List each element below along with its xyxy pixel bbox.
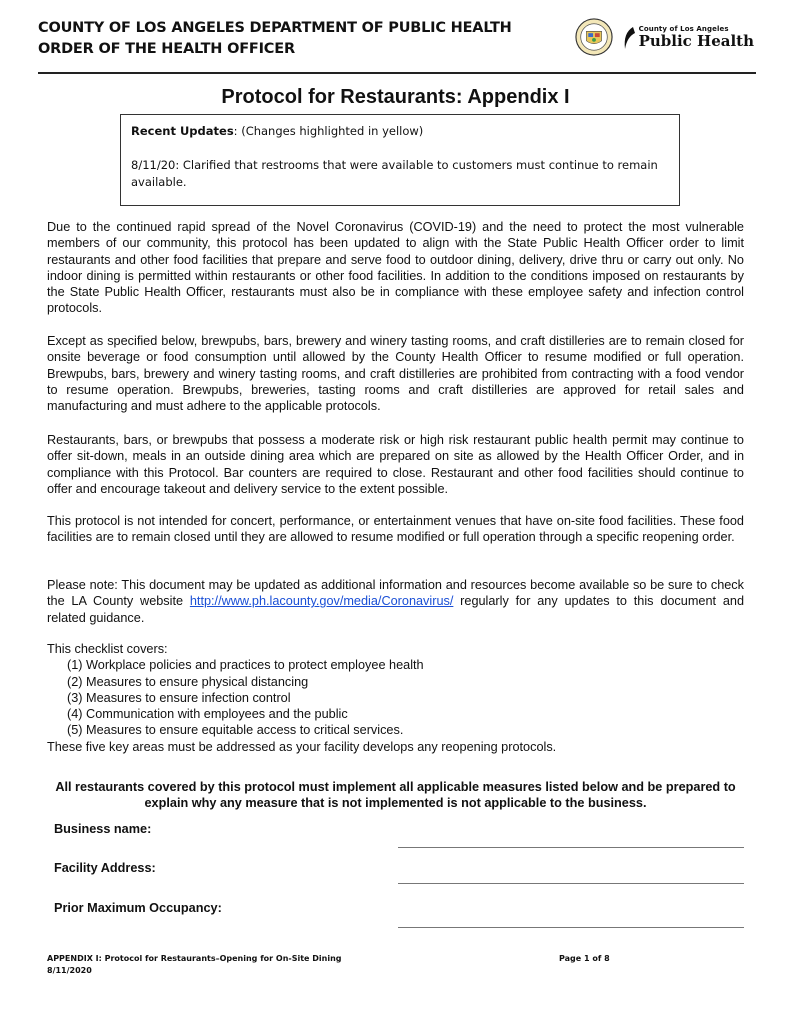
la-county-website-link[interactable]: http://www.ph.lacounty.gov/media/Coronavirus/	[189, 594, 454, 609]
paragraph-covid-intro	[47, 219, 744, 317]
business-name-line[interactable]	[398, 847, 744, 848]
public-health-logo	[621, 25, 754, 49]
header-order: ORDER OF THE HEALTH OFFICER	[38, 41, 295, 57]
list-item: (3) Measures to ensure infection control	[67, 690, 291, 705]
logo-county-text: County of Los Angeles	[638, 25, 729, 33]
list-item: (2) Measures to ensure physical distancing	[67, 674, 309, 689]
paragraph-text: This protocol is not intended for concert, performance, or entertainment venues that have on-site food facilities. These food facilities are to remain closed until they are allowed to resume modified or full operation through a specific reopening order.	[47, 514, 744, 545]
footer-page-number: Page 1 of 8	[559, 954, 610, 963]
document-header	[38, 18, 758, 70]
business-name-field[interactable]	[54, 822, 744, 842]
checklist-closing: These five key areas must be addressed as your facility develops any reopening protocols.	[47, 739, 557, 754]
paragraph-text-after-link: regularly for any updates to this document and related guidance.	[47, 594, 745, 625]
footer-doc-title: APPENDIX I: Protocol for Restaurants–Opening for On-Site Dining	[47, 954, 342, 963]
list-item: (5) Measures to ensure equitable access to critical services.	[67, 723, 404, 738]
facility-address-label: Facility Address:	[54, 861, 156, 875]
header-divider	[38, 72, 756, 74]
paragraph-text	[47, 577, 744, 626]
facility-address-line[interactable]	[398, 883, 744, 884]
footer-left	[47, 953, 342, 977]
paragraph-venues	[47, 513, 744, 546]
paragraph-please-note	[47, 577, 744, 626]
checklist-section	[47, 641, 744, 755]
page-title: Protocol for Restaurants: Appendix I	[221, 86, 570, 108]
prior-occupancy-field[interactable]	[54, 901, 744, 921]
checklist-list	[47, 657, 744, 738]
checklist-intro: This checklist covers:	[47, 642, 168, 656]
updates-entry: 8/11/20: Clarified that restrooms that were available to customers must continue to remain available.	[131, 158, 658, 189]
county-seal-icon	[575, 18, 613, 56]
paragraph-outdoor-dining	[47, 432, 744, 497]
list-item: (4) Communication with employees and the public	[67, 707, 348, 722]
header-logos	[575, 18, 754, 56]
footer-date: 8/11/2020	[47, 966, 92, 975]
facility-address-field[interactable]	[54, 861, 744, 881]
header-department: COUNTY OF LOS ANGELES DEPARTMENT OF PUBLIC HEALTH	[38, 20, 512, 36]
compliance-notice: All restaurants covered by this protocol must implement all applicable measures listed below and be prepared to explain why any measure that is not implemented is not applicable to the business.	[55, 780, 736, 810]
business-name-label: Business name:	[54, 822, 152, 836]
logo-public-health-text: Public Health	[638, 32, 754, 50]
paragraph-text: Except as specified below, brewpubs, bars, brewery and winery tasting rooms, and craft distilleries are to remain closed for onsite beverage or food consumption until allowed by the County Health Officer to resume modified or full operation. Brewpubs, bars, brewery and winery tasting rooms, and craft distilleries are prohibited from contracting with a food vendor to resume operation. Brewpubs, breweries, tasting rooms and craft distilleries are approved for retail sales and manufacturing and must adhere to the applicable protocols.	[47, 334, 744, 414]
prior-occupancy-line[interactable]	[398, 927, 744, 928]
updates-heading	[131, 123, 669, 140]
updates-note: : (Changes highlighted in yellow)	[233, 124, 424, 138]
updates-label: Recent Updates	[131, 124, 234, 138]
prior-occupancy-label: Prior Maximum Occupancy:	[54, 901, 222, 915]
paragraph-text-before-link: Please note: This document may be updated as additional information and resources become available so be sure to check the LA County website	[47, 578, 744, 609]
paragraph-brewpubs	[47, 333, 744, 414]
public-health-swoosh-icon	[621, 25, 637, 53]
recent-updates-box	[120, 114, 680, 206]
list-item: (1) Workplace policies and practices to protect employee health	[67, 658, 424, 673]
paragraph-text: Restaurants, bars, or brewpubs that possess a moderate risk or high risk restaurant public health permit may continue to offer sit-down, meals in an outside dining area which are prepared on site as allowed by the Health Officer Order, and in compliance with this Protocol. Bar counters are required to close. Restaurant and other food facilities should continue to offer and encourage takeout and delivery service to the extent possible.	[47, 433, 744, 496]
paragraph-text: Due to the continued rapid spread of the Novel Coronavirus (COVID-19) and the need to protect the most vulnerable members of our community, this protocol has been updated to align with the State Public Health Officer order to limit restaurants and other food facilities that prepare and serve food to outdoor dining, delivery, drive thru or carry out only. No indoor dining is permitted within restaurants or other food facilities. In addition to the conditions imposed on restaurants by the State Public Health Officer, restaurants must also be in compliance with these employee safety and infection control protocols.	[47, 220, 744, 316]
